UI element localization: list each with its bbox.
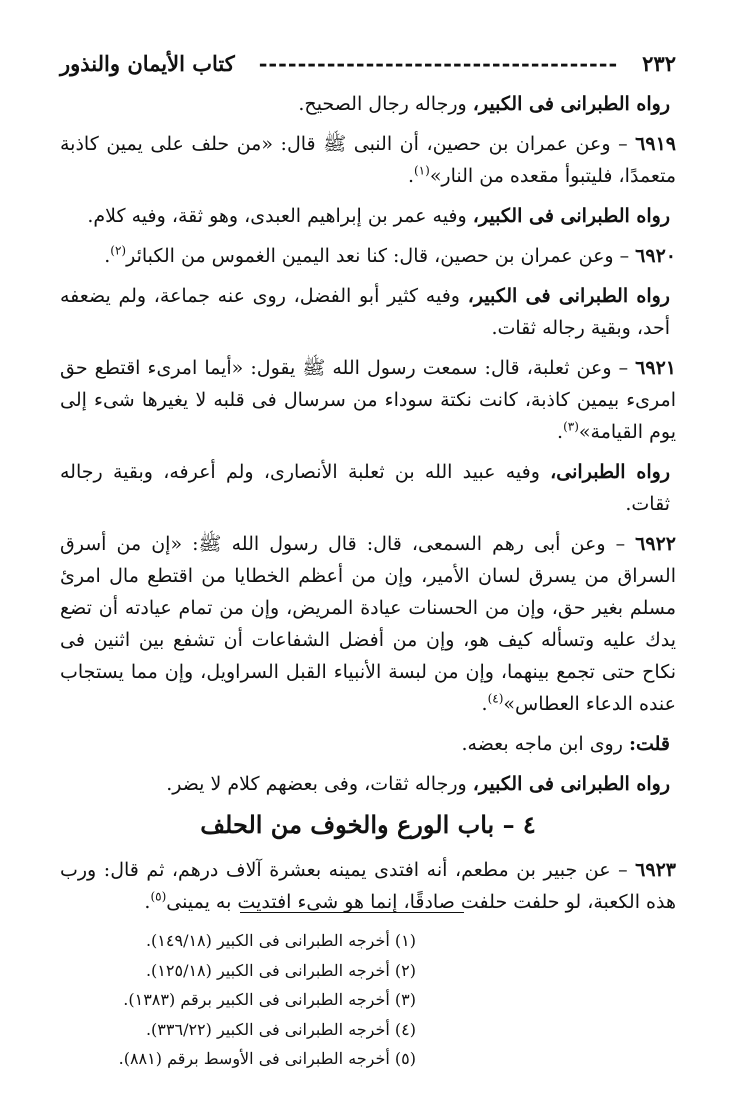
source-note (60, 456, 676, 520)
hadith-end: . (144, 891, 151, 913)
footnote-ref[interactable]: (١) (413, 163, 430, 178)
footnote-ref[interactable]: (٣) (563, 419, 579, 434)
hadith-number: ٦٩١٩ (635, 133, 676, 155)
source-text: وفيه عبيد الله بن ثعلبة الأنصارى، ولم أعرفه، وبقية رجاله ثقات. (60, 461, 670, 515)
footnote: (١) أخرجه الطبرانى فى الكبير (١٤٩/١٨). (145, 931, 416, 950)
source-text: ورجاله ثقات، وفى بعضهم كلام لا يضر. (166, 773, 473, 795)
hadith-end: . (104, 245, 111, 267)
hadith-text: – وعن أبى رهم السمعى، قال: قال رسول الله ﷺ: «إن من أسرق السراق من يسرق لسان الأمير، وإن من أعظم الخطايا من اقتطع مال امرئ مسلم بغير حق، وإن من الحسنات عيادة المريض، وإن من تمام عيادته أن تضع يدك عليه وتسأله كيف هو، وإن من أفضل الشفاعات أن تشفع بين اثنين فى نكاح حتى تجمع بينهما، وإن من لبسة الأنبياء القبل السراويل، وإن مما يستجاب عنده الدعاء العطاس» (60, 533, 676, 715)
page (60, 48, 676, 926)
chapter-heading: ٤ – باب الورع والخوف من الحلف (200, 810, 536, 839)
hadith-text: – وعن عمران بن حصين، قال: كنا نعد اليمين الغموس من الكبائر (126, 245, 636, 267)
hadith-text: – عن جبير بن مطعم، أنه افتدى يمينه بعشرة آلاف درهم، ثم قال: ورب هذه الكعبة، لو حلفت حلفت صادقًا، إنما هو شىء افتديت به يمينى (60, 859, 676, 913)
hadith-number: ٦٩٢١ (635, 357, 676, 379)
hadith-6922 (60, 528, 676, 720)
author-comment (60, 728, 676, 760)
source-note (60, 88, 676, 120)
source-text: وفيه كثير أبو الفضل، روى عنه جماعة، ولم يضعفه أحد، وبقية رجاله ثقات. (60, 285, 670, 339)
hadith-text: – وعن ثعلبة، قال: سمعت رسول الله ﷺ يقول: «أيما امرىء اقتطع حق امرىء بيمين كاذبة، كانت نكتة سوداء من سرسال فى قلبه لا يغيرها شىء إلى يوم القيامة» (60, 357, 676, 443)
footnotes (60, 926, 676, 1074)
hadith-6921 (60, 352, 676, 448)
source-note (60, 200, 676, 232)
hadith-end: . (481, 693, 488, 715)
hadith-number: ٦٩٢٠ (635, 245, 676, 267)
hadith-number: ٦٩٢٢ (635, 533, 676, 555)
page-number: ٢٣٢ (642, 50, 676, 76)
hadith-6923 (60, 854, 676, 918)
comment-text: روى ابن ماجه بعضه. (461, 733, 629, 755)
source-note (60, 280, 676, 344)
footnote: (٣) أخرجه الطبرانى فى الكبير برقم (١٣٨٣). (123, 990, 416, 1009)
footnote-ref[interactable]: (٥) (150, 889, 167, 904)
source-label: رواه الطبرانى فى الكبير، (467, 285, 670, 307)
source-label: رواه الطبرانى فى الكبير، (472, 773, 670, 795)
hadith-6919 (60, 128, 676, 192)
source-label: رواه الطبرانى، (550, 461, 670, 483)
source-text: وفيه عمر بن إبراهيم العبدى، وهو ثقة، وفيه كلام. (87, 205, 473, 227)
hadith-number: ٦٩٢٣ (635, 859, 676, 881)
footnote-ref[interactable]: (٢) (110, 243, 127, 258)
hadith-end: . (557, 421, 564, 443)
source-note (60, 768, 676, 800)
book-title: كتاب الأيمان والنذور (60, 50, 235, 76)
page-body (60, 88, 676, 918)
footnote-separator (240, 912, 464, 913)
comment-label: قلت: (628, 733, 670, 755)
source-text: ورجاله رجال الصحيح. (298, 93, 473, 115)
source-label: رواه الطبرانى فى الكبير، (472, 205, 670, 227)
footnote: (٤) أخرجه الطبرانى فى الكبير (٣٣٦/٢٢). (145, 1019, 416, 1039)
footnote: (٢) أخرجه الطبرانى فى الكبير (١٢٥/١٨). (145, 960, 416, 980)
hadith-text: – وعن عمران بن حصين، أن النبى ﷺ قال: «من حلف على يمين كاذبة متعمدًا، فليتبوأ مقعده من النار» (60, 133, 676, 187)
hadith-end: . (407, 165, 414, 187)
header-rule: ------------------------------------- (258, 50, 619, 76)
hadith-6920 (60, 240, 676, 272)
running-head (60, 48, 676, 78)
source-label: رواه الطبرانى فى الكبير، (472, 93, 670, 115)
footnote-ref[interactable]: (٤) (487, 691, 504, 706)
footnote: (٥) أخرجه الطبرانى فى الأوسط برقم (٨٨١). (118, 1049, 416, 1068)
